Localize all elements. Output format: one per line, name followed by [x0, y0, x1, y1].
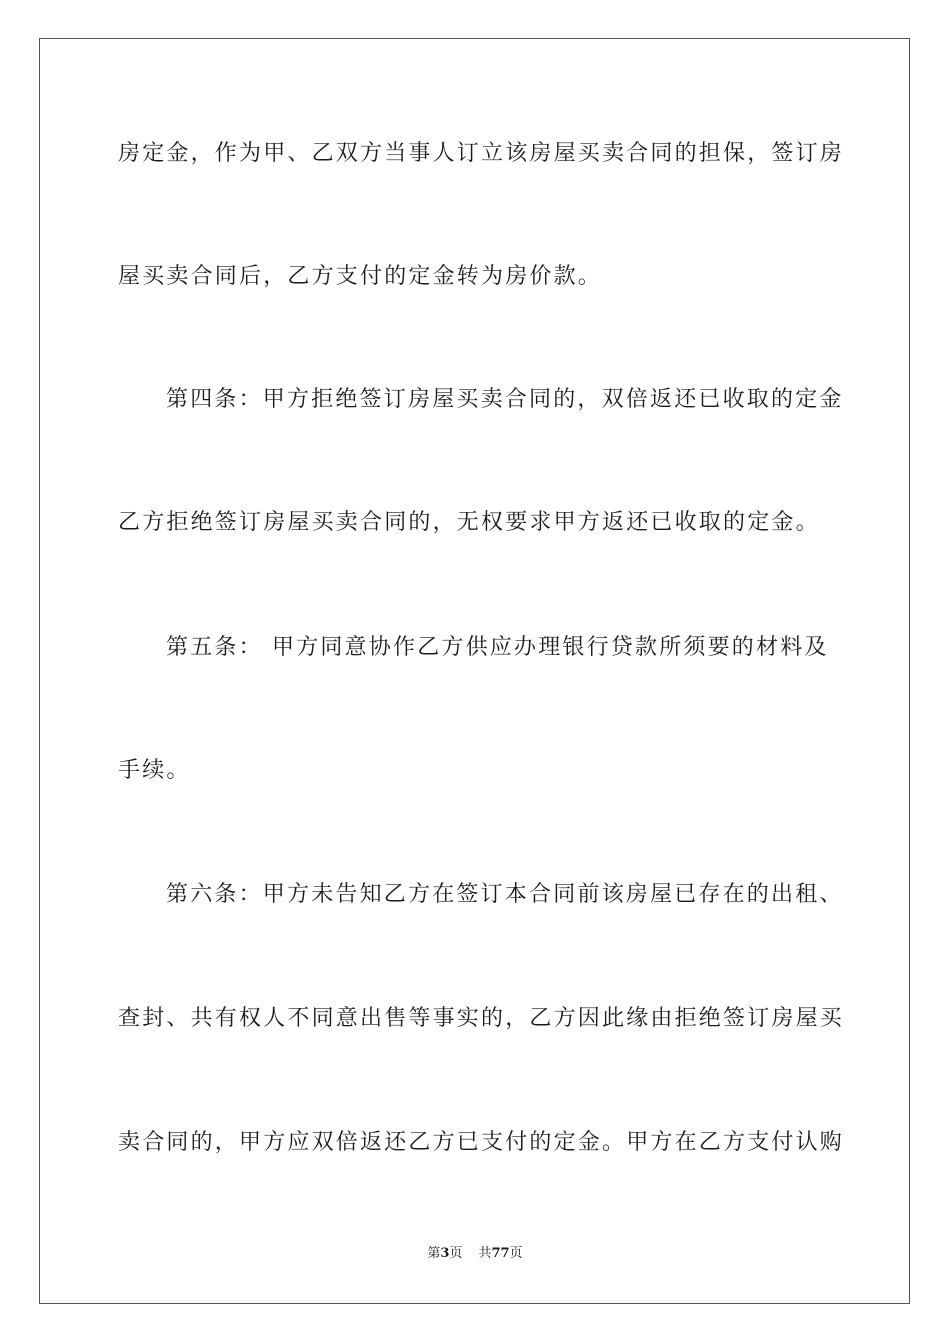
page-suffix: 页 [449, 1246, 463, 1261]
page-number: 3 [440, 1246, 450, 1261]
body-line-2: 屋买卖合同后，乙方支付的定金转为房价款。 [118, 264, 603, 289]
article-6-line-1: 第六条：甲方未告知乙方在签订本合同前该房屋已存在的出租、 [166, 882, 844, 907]
article-4-line-2: 乙方拒绝签订房屋买卖合同的，无权要求甲方返还已收取的定金。 [118, 510, 820, 535]
article-5-line-2: 手续。 [118, 758, 191, 783]
total-pages: 77 [491, 1246, 510, 1261]
body-line-1: 房定金，作为甲、乙双方当事人订立该房屋买卖合同的担保，签订房 [118, 141, 845, 166]
article-4-line-1: 第四条：甲方拒绝签订房屋买卖合同的，双倍返还已收取的定金 [166, 387, 844, 412]
page-prefix: 第 [427, 1246, 441, 1261]
page-footer [0, 1245, 950, 1263]
article-5-line-1: 第五条： 甲方同意协作乙方供应办理银行贷款所须要的材料及 [166, 635, 829, 660]
total-prefix: 共 [478, 1246, 492, 1261]
total-suffix: 页 [509, 1246, 523, 1261]
article-6-line-2: 查封、共有权人不同意出售等事实的，乙方因此缘由拒绝签订房屋买 [118, 1006, 845, 1031]
article-6-line-3: 卖合同的，甲方应双倍返还乙方已支付的定金。甲方在乙方支付认购 [118, 1130, 845, 1155]
page-border [39, 38, 910, 1304]
